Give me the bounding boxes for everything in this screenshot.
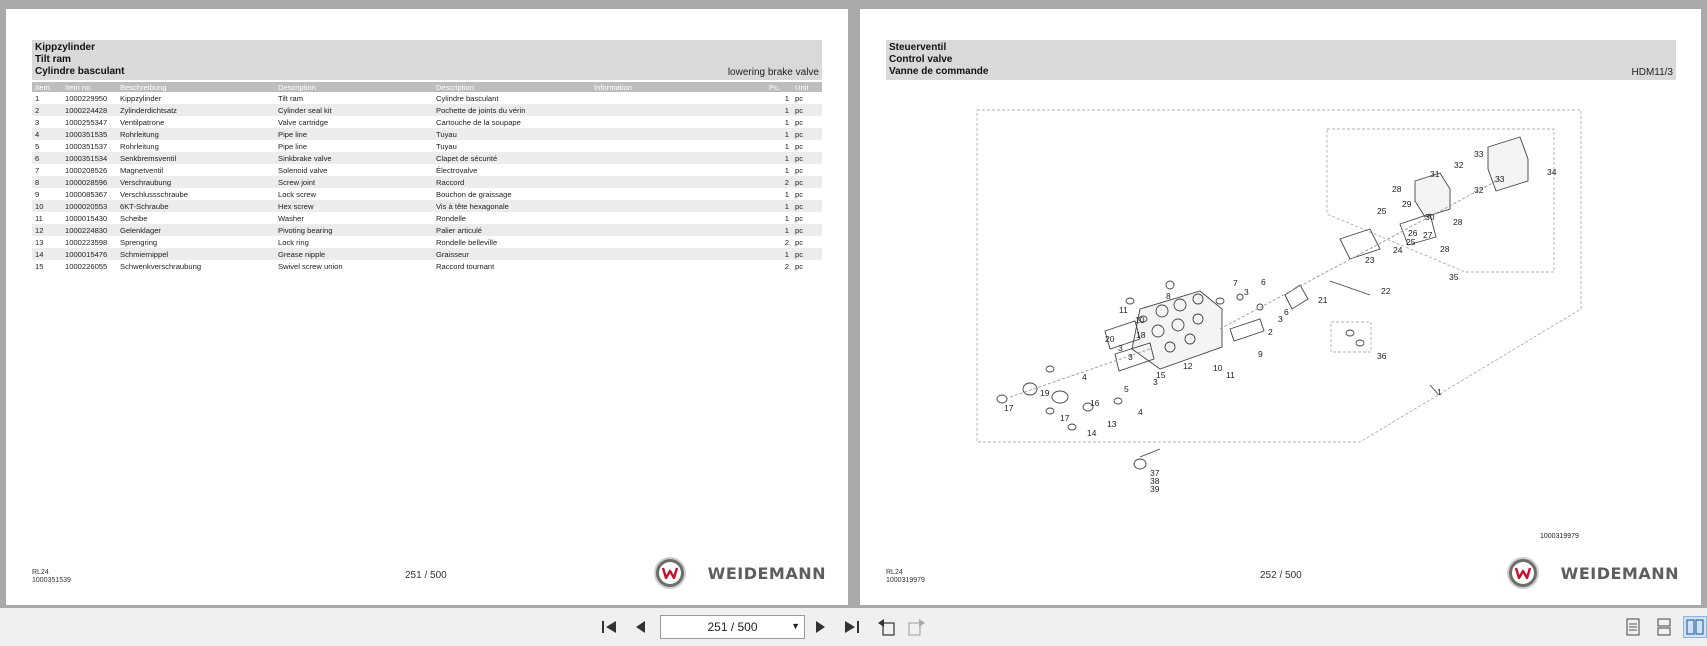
left-footer-number: 1000351539 xyxy=(32,577,71,584)
cell-unit: pc xyxy=(792,248,822,260)
previous-page-button[interactable] xyxy=(628,616,652,638)
callout-8: 8 xyxy=(1166,291,1171,301)
cell-pc: 1 xyxy=(784,93,789,103)
cell-description-fr: Tuyau xyxy=(436,141,457,151)
callout-10b: 10 xyxy=(1213,363,1223,373)
page-number-value: 251 / 500 xyxy=(707,620,758,634)
callout-33a: 33 xyxy=(1474,149,1484,159)
cell-description-fr: Électrovalve xyxy=(436,165,478,175)
cell-information xyxy=(591,188,766,200)
col-description-fr: Description xyxy=(433,82,591,92)
callout-1: 1 xyxy=(1437,387,1442,397)
cell-description-fr: Clapet de sécurité xyxy=(433,152,591,164)
cell-description-en: Pipe line xyxy=(278,141,308,151)
cell-item-no: 1000028596 xyxy=(62,176,117,188)
cell-description-en: Cylinder seal kit xyxy=(275,104,433,116)
cell-unit: pc xyxy=(792,224,822,236)
cell-unit: pc xyxy=(792,176,822,188)
cell-description-en: Grease nipple xyxy=(275,248,433,260)
callout-6b: 6 xyxy=(1284,307,1289,317)
cell-unit: pc xyxy=(795,189,804,199)
callout-38: 38 xyxy=(1150,476,1160,486)
callout-39: 39 xyxy=(1150,484,1160,494)
callout-33b: 33 xyxy=(1495,174,1505,184)
parts-table-row xyxy=(32,200,822,212)
cell-description-fr: Tuyau xyxy=(433,128,591,140)
cell-description-en: Valve cartridge xyxy=(278,117,329,127)
cell-item: 8 xyxy=(32,176,62,188)
cell-beschreibung: 6KT-Schraube xyxy=(117,200,275,212)
left-title-de: Kippzylinder xyxy=(35,42,96,53)
cell-description-en: Pipe line xyxy=(275,128,433,140)
left-title-fr: Cylindre basculant xyxy=(35,66,125,77)
cell-information xyxy=(591,260,766,272)
cell-description-fr: Raccord xyxy=(433,176,591,188)
parts-table-row xyxy=(32,248,822,260)
cell-item: 3 xyxy=(35,117,40,127)
left-subtitle: lowering brake valve xyxy=(727,67,819,78)
cell-description-fr: Rondelle xyxy=(436,213,466,223)
parts-table-row xyxy=(32,164,822,176)
cell-information xyxy=(591,212,766,224)
callout-7: 7 xyxy=(1233,278,1238,288)
cell-information xyxy=(591,236,766,248)
callout-3b: 3 xyxy=(1278,314,1283,324)
cell-pc: 1 xyxy=(784,213,789,223)
right-title-de: Steuerventil xyxy=(889,42,947,53)
cell-description-en: Tilt ram xyxy=(278,93,304,103)
cell-description-fr: Vis à tête hexagonale xyxy=(433,200,591,212)
right-footer-code xyxy=(886,569,925,585)
parts-table-row xyxy=(32,92,822,104)
cell-description-fr: Rondelle belleville xyxy=(436,237,498,247)
parts-table-row xyxy=(32,212,822,224)
cell-pc: 1 xyxy=(784,189,789,199)
callout-32a: 32 xyxy=(1454,160,1464,170)
cell-information xyxy=(591,224,766,236)
cell-item-no: 1000224428 xyxy=(62,104,117,116)
cell-pc: 1 xyxy=(766,224,792,236)
cell-description-en: Pivoting bearing xyxy=(275,224,433,236)
col-item-no: Item no. xyxy=(62,82,117,92)
left-footer-code xyxy=(32,569,71,585)
cell-item: 7 xyxy=(35,165,40,175)
callout-16: 16 xyxy=(1090,398,1100,408)
callout-10a: 10 xyxy=(1135,315,1145,325)
last-page-icon xyxy=(843,619,861,635)
next-page-button[interactable] xyxy=(809,616,833,638)
cell-unit: pc xyxy=(795,237,804,247)
cell-item: 13 xyxy=(35,237,44,247)
cell-information xyxy=(591,92,766,104)
cell-description-fr: Bouchon de graissage xyxy=(436,189,512,199)
cell-description-en: Lock ring xyxy=(278,237,309,247)
cell-item-no: 1000226055 xyxy=(65,261,108,271)
cell-item: 11 xyxy=(35,213,43,223)
parts-table-row xyxy=(32,140,822,152)
callout-3e: 3 xyxy=(1153,377,1158,387)
callout-26: 26 xyxy=(1408,228,1418,238)
callout-21: 21 xyxy=(1318,295,1328,305)
cell-pc: 1 xyxy=(784,165,789,175)
callout-30: 30 xyxy=(1425,212,1435,222)
cell-information xyxy=(591,140,766,152)
cell-description-en: Washer xyxy=(278,213,304,223)
cell-item: 9 xyxy=(35,189,40,199)
cell-information xyxy=(591,104,766,116)
callout-2: 2 xyxy=(1268,327,1273,337)
left-page xyxy=(6,9,848,605)
cell-beschreibung: Schmiernippel xyxy=(117,248,275,260)
callout-23: 23 xyxy=(1365,255,1375,265)
cell-beschreibung: Zylinderdichtsatz xyxy=(117,104,275,116)
cell-pc: 1 xyxy=(766,248,792,260)
cell-description-fr: Cartouche de la soupape xyxy=(436,117,521,127)
two-page-icon xyxy=(1686,618,1704,636)
cell-description-en: Hex screw xyxy=(275,200,433,212)
callout-28c: 28 xyxy=(1440,244,1450,254)
weidemann-logo-mark xyxy=(654,557,686,589)
cell-description-en: Swivel screw union xyxy=(278,261,343,271)
cell-description-en: Solenoid valve xyxy=(278,165,328,175)
cell-item-no: 1000224830 xyxy=(62,224,117,236)
cell-beschreibung: Ventilpatrone xyxy=(120,117,165,127)
right-title-en: Control valve xyxy=(889,54,953,65)
cell-pc: 1 xyxy=(766,104,792,116)
cell-item-no: 1000229950 xyxy=(65,93,108,103)
cell-item-no: 1000351534 xyxy=(62,152,117,164)
callout-28a: 28 xyxy=(1392,184,1402,194)
two-page-view-button[interactable] xyxy=(1683,616,1707,638)
previous-page-icon xyxy=(633,619,647,635)
callout-24: 24 xyxy=(1393,245,1403,255)
callout-5: 5 xyxy=(1124,384,1129,394)
callout-27: 27 xyxy=(1423,230,1433,240)
cell-pc: 1 xyxy=(766,152,792,164)
cell-item: 15 xyxy=(35,261,44,271)
callout-25a: 25 xyxy=(1377,206,1387,216)
callout-3a: 3 xyxy=(1244,287,1249,297)
callout-37: 37 xyxy=(1150,468,1160,478)
cell-beschreibung: Magnetventil xyxy=(120,165,164,175)
col-beschreibung: Beschreibung xyxy=(117,82,275,92)
parts-table xyxy=(32,82,822,272)
cell-description-fr: Graisseur xyxy=(433,248,591,260)
parts-table-row xyxy=(32,128,822,140)
callout-4b: 4 xyxy=(1138,407,1143,417)
left-page-number: 251 / 500 xyxy=(405,570,447,581)
parts-table-row xyxy=(32,236,822,248)
cell-unit: pc xyxy=(795,213,804,223)
first-page-icon xyxy=(600,619,618,635)
callout-17a: 17 xyxy=(1004,403,1014,413)
cell-item: 4 xyxy=(32,128,62,140)
drawing-number: 1000319979 xyxy=(1540,533,1579,540)
right-page-number: 252 / 500 xyxy=(1260,570,1302,581)
cell-description-en: Sinkbrake valve xyxy=(275,152,433,164)
last-page-button[interactable] xyxy=(840,616,864,638)
right-footer-model: RL24 xyxy=(886,569,903,576)
parts-table-row xyxy=(32,104,822,116)
cell-information xyxy=(591,164,766,176)
cell-item: 12 xyxy=(32,224,62,236)
callout-29: 29 xyxy=(1402,199,1412,209)
page-number-field[interactable] xyxy=(660,615,805,639)
cell-description-en: Lock screw xyxy=(278,189,316,199)
cell-description-fr: Raccord tournant xyxy=(436,261,495,271)
col-unit: Unit xyxy=(792,82,822,92)
cell-item-no: 1000255347 xyxy=(65,117,108,127)
cell-pc: 1 xyxy=(766,128,792,140)
callout-34: 34 xyxy=(1547,167,1557,177)
callout-3d: 3 xyxy=(1128,352,1133,362)
single-page-view-button[interactable] xyxy=(1621,616,1645,638)
continuous-page-icon xyxy=(1656,618,1672,636)
cell-pc: 2 xyxy=(766,176,792,188)
cell-description-en: Screw joint xyxy=(275,176,433,188)
cell-pc: 1 xyxy=(784,117,789,127)
cell-beschreibung: Rohrleitung xyxy=(117,128,275,140)
callout-12: 12 xyxy=(1183,361,1193,371)
cell-description-fr: Palier articulé xyxy=(433,224,591,236)
parts-table-row xyxy=(32,260,822,272)
callout-4a: 4 xyxy=(1082,372,1087,382)
cell-information xyxy=(591,128,766,140)
parts-table-row xyxy=(32,116,822,128)
col-information: Information xyxy=(591,82,766,92)
first-page-button[interactable] xyxy=(597,616,621,638)
chevron-down-icon[interactable]: ▼ xyxy=(791,621,800,631)
cell-beschreibung: Verschlussschraube xyxy=(120,189,188,199)
cell-information xyxy=(591,116,766,128)
callout-17b: 17 xyxy=(1060,413,1070,423)
forward-view-button[interactable] xyxy=(905,616,929,638)
cell-beschreibung: Gelenklager xyxy=(117,224,275,236)
callout-14: 14 xyxy=(1087,428,1097,438)
weidemann-logo-text-right: WEIDEMANN xyxy=(1560,563,1679,583)
parts-table-row xyxy=(32,176,822,188)
callout-6a: 6 xyxy=(1261,277,1266,287)
parts-table-row xyxy=(32,188,822,200)
cell-item-no: 1000223598 xyxy=(65,237,108,247)
callout-20: 20 xyxy=(1105,334,1115,344)
cell-description-fr: Cylindre basculant xyxy=(436,93,499,103)
cell-unit: pc xyxy=(795,141,804,151)
callout-18: 18 xyxy=(1136,330,1146,340)
forward-view-icon xyxy=(907,618,927,636)
col-pc: Pc. xyxy=(766,82,792,92)
cell-pc: 1 xyxy=(766,200,792,212)
parts-table-row xyxy=(32,152,822,164)
cell-item-no: 1000015430 xyxy=(65,213,108,223)
left-footer-model: RL24 xyxy=(32,569,49,576)
weidemann-logo-text: WEIDEMANN xyxy=(707,563,826,583)
single-page-icon xyxy=(1625,618,1641,636)
cell-information xyxy=(591,200,766,212)
cell-unit: pc xyxy=(792,104,822,116)
cell-item: 10 xyxy=(32,200,62,212)
cell-beschreibung: Scheibe xyxy=(120,213,148,223)
cell-item-no: 1000020553 xyxy=(62,200,117,212)
next-page-icon xyxy=(814,619,828,635)
callout-31: 31 xyxy=(1430,169,1440,179)
continuous-view-button[interactable] xyxy=(1652,616,1676,638)
cell-item: 2 xyxy=(32,104,62,116)
right-page xyxy=(860,9,1701,605)
cell-item-no: 1000351535 xyxy=(62,128,117,140)
callout-13: 13 xyxy=(1107,419,1117,429)
cell-beschreibung: Kippzylinder xyxy=(120,93,162,103)
cell-item: 6 xyxy=(32,152,62,164)
cell-item-no: 1000208526 xyxy=(65,165,108,175)
parts-table-header xyxy=(32,82,822,92)
cell-beschreibung: Sprengring xyxy=(120,237,158,247)
back-view-button[interactable] xyxy=(874,616,898,638)
back-view-icon xyxy=(876,618,896,636)
col-description-en: Description xyxy=(275,82,433,92)
cell-item-no: 1000085367 xyxy=(65,189,108,199)
viewer-toolbar xyxy=(0,608,1707,646)
callout-11b: 11 xyxy=(1226,370,1235,380)
cell-unit: pc xyxy=(792,200,822,212)
weidemann-logo-mark-right xyxy=(1507,557,1539,589)
callout-36: 36 xyxy=(1377,351,1387,361)
weidemann-logo-right xyxy=(1507,557,1679,589)
cell-beschreibung: Schwenkverschraubung xyxy=(120,261,202,271)
right-title-fr: Vanne de commande xyxy=(889,66,989,77)
cell-unit: pc xyxy=(792,152,822,164)
cell-unit: pc xyxy=(795,93,804,103)
cell-unit: pc xyxy=(795,261,804,271)
cell-unit: pc xyxy=(795,165,804,175)
callout-32b: 32 xyxy=(1474,185,1484,195)
cell-item: 1 xyxy=(35,93,40,103)
cell-beschreibung: Rohrleitung xyxy=(120,141,159,151)
cell-beschreibung: Senkbremsventil xyxy=(117,152,275,164)
callout-9: 9 xyxy=(1258,349,1263,359)
callout-28b: 28 xyxy=(1453,217,1463,227)
cell-unit: pc xyxy=(795,117,804,127)
callout-19: 19 xyxy=(1040,388,1050,398)
callout-35: 35 xyxy=(1449,272,1459,282)
cell-pc: 1 xyxy=(784,141,789,151)
cell-description-fr: Pochette de joints du vérin xyxy=(433,104,591,116)
right-subtitle: HDM11/3 xyxy=(1631,67,1673,78)
cell-item-no: 1000351537 xyxy=(65,141,108,151)
parts-table-row xyxy=(32,224,822,236)
callout-22: 22 xyxy=(1381,286,1391,296)
cell-item-no: 1000015476 xyxy=(62,248,117,260)
exploded-view-diagram xyxy=(860,9,1701,605)
cell-item: 14 xyxy=(32,248,62,260)
cell-pc: 2 xyxy=(784,261,789,271)
left-title-en: Tilt ram xyxy=(35,54,71,65)
cell-beschreibung: Verschraubung xyxy=(117,176,275,188)
cell-information xyxy=(591,176,766,188)
callout-3c: 3 xyxy=(1118,343,1123,353)
right-footer-number: 1000319979 xyxy=(886,577,925,584)
cell-information xyxy=(591,152,766,164)
weidemann-logo xyxy=(654,557,826,589)
cell-pc: 2 xyxy=(784,237,789,247)
callout-11a: 11 xyxy=(1119,305,1128,315)
col-item: Item xyxy=(32,82,62,92)
callout-15: 15 xyxy=(1156,370,1166,380)
left-page-header xyxy=(32,40,822,80)
cell-item: 5 xyxy=(35,141,40,151)
cell-information xyxy=(591,248,766,260)
callout-25b: 25 xyxy=(1406,237,1416,247)
cell-unit: pc xyxy=(792,128,822,140)
